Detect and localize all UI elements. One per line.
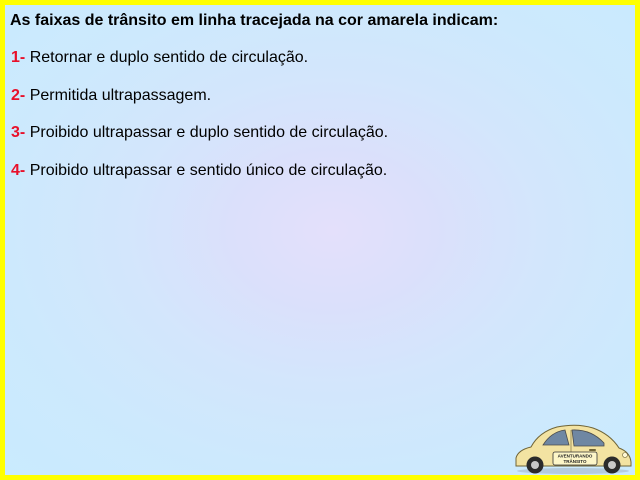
option-number: 2-: [11, 86, 26, 104]
option-4[interactable]: [11, 162, 388, 200]
option-number: 4-: [11, 161, 26, 179]
option-number: 3-: [11, 124, 26, 141]
logo-line-2: TRÂNSITO: [563, 459, 587, 464]
option-3[interactable]: [11, 124, 388, 162]
option-2[interactable]: [11, 87, 388, 125]
options-list: [11, 49, 388, 199]
logo-line-1: AVENTURANDO: [557, 453, 593, 459]
option-text: Permitida ultrapassagem.: [29, 86, 212, 104]
option-number: 1-: [11, 49, 26, 66]
option-text: Proibido ultrapassar e duplo sentido de circulação.: [29, 124, 389, 141]
option-text: Proibido ultrapassar e sentido único de circulação.: [29, 161, 388, 179]
option-1[interactable]: [11, 49, 388, 87]
car-icon: [513, 422, 633, 474]
option-text: Retornar e duplo sentido de circulação.: [29, 49, 309, 66]
question-title: As faixas de trânsito em linha tracejada na cor amarela indicam:: [10, 12, 499, 29]
